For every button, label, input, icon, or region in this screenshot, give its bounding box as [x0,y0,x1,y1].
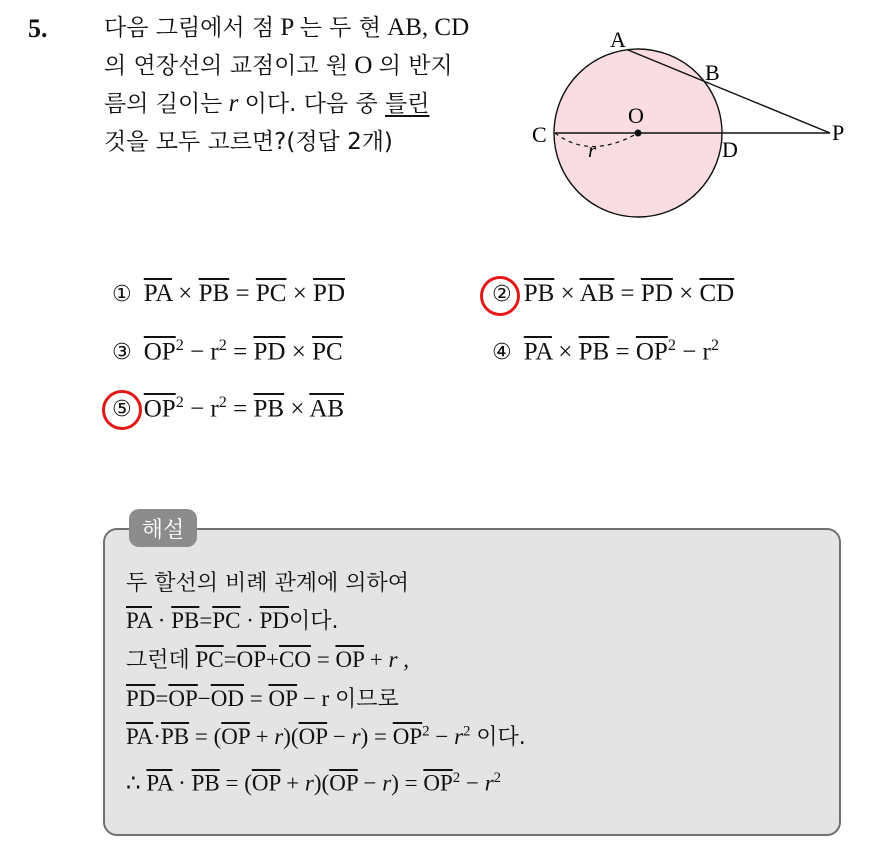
option-4[interactable]: ④ $\overline{PA} \times \overline{PB} = \overline{OP}^2 - r^2$ [492,336,719,366]
label-c: C [532,122,547,147]
question-line-1: 다음 그림에서 점 P 는 두 현 AB, CD [104,14,470,41]
label-a: A [610,27,626,52]
answer-circle-2 [480,276,520,316]
option-3[interactable]: ③ $\overline{OP}^2 - r^2 = \overline{PD} \times \overline{PC}$ [112,336,343,366]
option-4-mark: ④ [492,340,512,366]
label-d: D [722,137,738,162]
question-line-3: 름의 길이는 r 이다. 다음 중 틀린 [104,90,430,117]
answer-circle-5 [102,390,142,430]
option-3-mark: ③ [112,340,132,366]
underlined-word: 틀린 [384,91,430,117]
question-number: 5. [28,14,48,43]
solution-line-2: $\overline{PA} \cdot \overline{PB}=\overline{PC} \cdot \overline{PD}$이다. [126,608,339,634]
option-1-mark: ① [112,282,132,307]
label-b: B [705,60,720,85]
option-2[interactable]: ② $\overline{PB} \times \overline{AB} = \overline{PD} \times \overline{CD}$ [492,280,735,307]
label-p: P [832,120,845,145]
option-2-mark: ② [492,282,512,307]
solution-line-1: 두 할선의 비례 관계에 의하여 [126,571,409,596]
center-point [635,130,642,137]
solution-line-3: 그런데 $\overline{PC}=\overline{OP}+\overline{CO} = \overline{OP} + r$ , [126,647,409,673]
question-line-2: 의 연장선의 교점이고 원 O 의 반지 [104,52,453,79]
label-o: O [628,103,644,128]
solution-line-6: ∴ $\overline{PA} \cdot \overline{PB} = (\overline{OP} + r)(\overline{OP} - r) = \overline{OP}^2 - r^2$ [126,770,502,796]
option-5-mark: ⑤ [112,397,132,423]
solution-line-4: $\overline{PD}=\overline{OP}-\overline{OD} = \overline{OP} - r$ 이므로 [126,686,399,712]
solution-tag: 해설 [129,509,197,547]
solution-line-5: $\overline{PA}\cdot\overline{PB} = (\overline{OP} + r)(\overline{OP} - r) = \overline{OP}^2 - r^2$ 이다. [126,723,526,750]
question-line-4: 것을 모두 고르면?(정답 2개) [104,129,393,155]
option-1[interactable]: ① $\overline{PA} \times \overline{PB} = \overline{PC} \times \overline{PD}$ [112,280,346,307]
circle-diagram [530,20,860,235]
label-r: r [588,138,597,162]
option-5[interactable]: ⑤ $\overline{OP}^2 - r^2 = \overline{PB} \times \overline{AB}$ [112,393,345,423]
